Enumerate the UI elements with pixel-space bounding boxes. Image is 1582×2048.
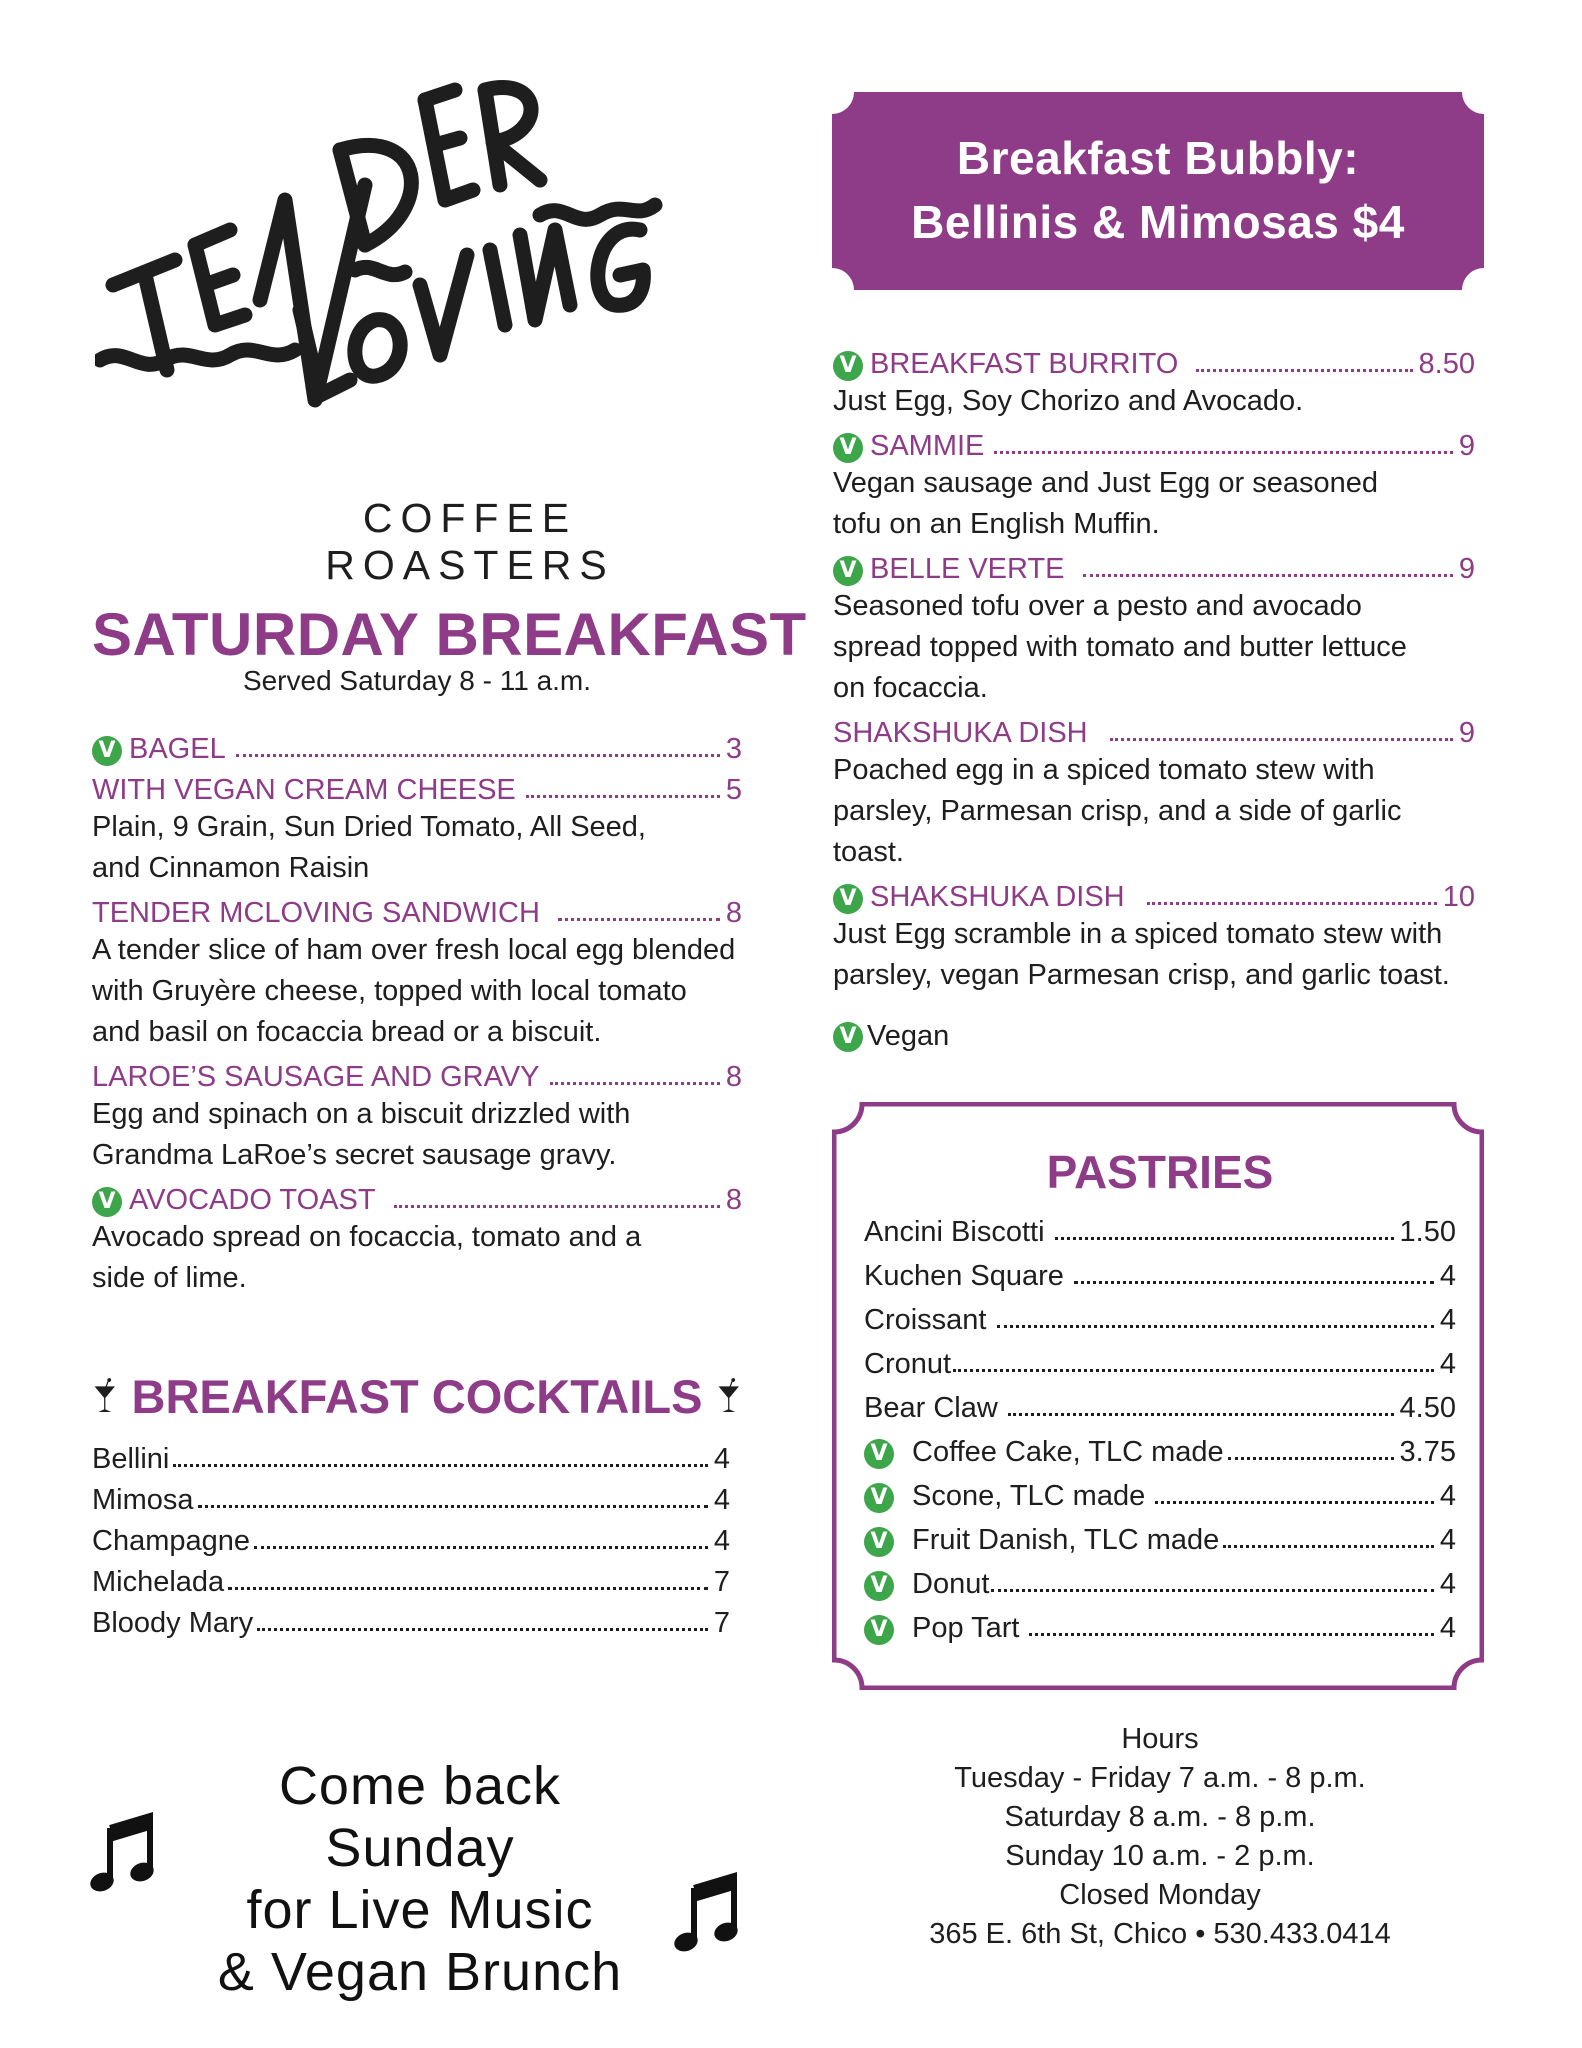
item-name: BAGEL bbox=[129, 733, 226, 765]
item-price: 7 bbox=[713, 1566, 730, 1598]
menu-item bbox=[92, 889, 742, 1053]
item-description: Egg and spinach on a biscuit drizzled with Grandma LaRoe’s secret sausage gravy. bbox=[92, 1098, 631, 1171]
item-name: Coffee Cake, TLC made bbox=[912, 1436, 1224, 1468]
pastry-item bbox=[864, 1469, 1456, 1513]
item-name: Fruit Danish, TLC made bbox=[912, 1524, 1220, 1556]
vegan-breakfast-section bbox=[833, 340, 1475, 1053]
cocktail-item bbox=[92, 1558, 730, 1599]
item-price: 4 bbox=[1439, 1260, 1456, 1292]
dot-leader bbox=[1008, 1413, 1394, 1416]
pastry-item bbox=[864, 1337, 1456, 1381]
menu-item bbox=[833, 873, 1475, 996]
item-price: 8 bbox=[725, 1061, 742, 1093]
item-name: BREAKFAST BURRITO bbox=[870, 348, 1179, 380]
item-price: 8 bbox=[725, 897, 742, 929]
vegan-icon: V bbox=[833, 556, 863, 586]
cocktail-item bbox=[92, 1435, 730, 1476]
menu-item bbox=[92, 725, 742, 766]
menu-item bbox=[833, 340, 1475, 422]
item-price: 9 bbox=[1458, 717, 1475, 749]
logo-subtitle: COFFEE ROASTERS bbox=[325, 495, 615, 588]
item-description: Just Egg scramble in a spiced tomato stew with parsley, vegan Parmesan crisp, and garlic toast. bbox=[833, 918, 1450, 991]
item-name: AVOCADO TOAST bbox=[129, 1184, 376, 1216]
item-description: A tender slice of ham over fresh local egg blended with Gruyère cheese, topped with local tomato and basil on focaccia bread or a biscuit. bbox=[92, 934, 736, 1048]
item-name: Pop Tart bbox=[912, 1612, 1020, 1644]
menu-item bbox=[833, 545, 1475, 709]
item-description: Plain, 9 Grain, Sun Dried Tomato, All Seed, and Cinnamon Raisin bbox=[92, 811, 646, 884]
martini-glass-icon bbox=[716, 1367, 742, 1425]
item-price: 8 bbox=[725, 1184, 742, 1216]
item-name: TENDER MCLOVING SANDWICH bbox=[92, 897, 540, 929]
menu-item bbox=[833, 709, 1475, 873]
cocktail-item bbox=[92, 1476, 730, 1517]
item-price: 4 bbox=[713, 1484, 730, 1516]
hours-line: Closed Monday bbox=[1059, 1879, 1261, 1911]
vegan-icon: V bbox=[92, 736, 122, 766]
item-description: Vegan sausage and Just Egg or seasoned tofu on an English Muffin. bbox=[833, 467, 1378, 540]
hours-line: Sunday 10 a.m. - 2 p.m. bbox=[1005, 1840, 1315, 1872]
menu-item bbox=[92, 766, 742, 889]
dot-leader bbox=[953, 1369, 1434, 1372]
cocktails-heading bbox=[92, 1367, 742, 1425]
item-name: Cronut bbox=[864, 1348, 952, 1380]
menu-item bbox=[92, 1176, 742, 1299]
item-price: 4 bbox=[1439, 1524, 1456, 1556]
item-name: WITH VEGAN CREAM CHEESE bbox=[92, 774, 516, 806]
item-name: SAMMIE bbox=[870, 430, 985, 462]
dot-leader bbox=[1223, 1545, 1434, 1548]
pastry-item bbox=[864, 1293, 1456, 1337]
served-hours: Served Saturday 8 - 11 a.m. bbox=[242, 665, 592, 696]
item-price: 5 bbox=[725, 774, 742, 806]
item-description: Poached egg in a spiced tomato stew with parsley, Parmesan crisp, and a side of garlic toast. bbox=[833, 754, 1402, 868]
vegan-icon: V bbox=[833, 433, 863, 463]
pastry-item bbox=[864, 1601, 1456, 1645]
item-name: Bellini bbox=[92, 1443, 170, 1475]
item-price: 4 bbox=[1439, 1348, 1456, 1380]
item-description: Just Egg, Soy Chorizo and Avocado. bbox=[833, 385, 1304, 417]
item-price: 4 bbox=[1439, 1304, 1456, 1336]
dot-leader bbox=[173, 1464, 707, 1467]
sunday-promo bbox=[180, 1755, 660, 2003]
item-price: 4 bbox=[713, 1525, 730, 1557]
item-price: 3.75 bbox=[1399, 1436, 1456, 1468]
item-name: Croissant bbox=[864, 1304, 987, 1336]
item-price: 7 bbox=[713, 1607, 730, 1639]
item-price: 10 bbox=[1442, 881, 1475, 913]
dot-leader bbox=[1055, 1237, 1394, 1240]
hours-title: Hours bbox=[1121, 1723, 1199, 1755]
cocktail-item bbox=[92, 1599, 730, 1640]
dot-leader bbox=[257, 1628, 708, 1631]
item-description: Seasoned tofu over a pesto and avocado spread topped with tomato and butter lettuce on focaccia. bbox=[833, 590, 1407, 704]
dot-leader bbox=[994, 451, 1452, 454]
item-price: 8.50 bbox=[1418, 348, 1475, 380]
item-name: SHAKSHUKA DISH bbox=[870, 881, 1125, 913]
vegan-icon: V bbox=[92, 1187, 122, 1217]
dot-leader bbox=[558, 918, 720, 921]
promo-line: & Vegan Brunch bbox=[217, 1942, 623, 2002]
vegan-icon: V bbox=[864, 1571, 894, 1601]
item-price: 4 bbox=[713, 1443, 730, 1475]
dot-leader bbox=[1196, 369, 1412, 372]
item-name: BELLE VERTE bbox=[870, 553, 1065, 585]
item-name: Mimosa bbox=[92, 1484, 194, 1516]
section-title: SATURDAY BREAKFAST bbox=[92, 601, 807, 668]
dot-leader bbox=[236, 754, 720, 757]
item-name: LAROE’S SAUSAGE AND GRAVY bbox=[92, 1061, 540, 1093]
dot-leader bbox=[1083, 574, 1453, 577]
menu-item bbox=[92, 1053, 742, 1176]
pastry-item bbox=[864, 1249, 1456, 1293]
pastries-title: PASTRIES bbox=[1046, 1146, 1274, 1198]
item-description: Avocado spread on focaccia, tomato and a side of lime. bbox=[92, 1221, 642, 1294]
vegan-icon: V bbox=[833, 351, 863, 381]
item-name: Donut bbox=[912, 1568, 990, 1600]
dot-leader bbox=[550, 1082, 720, 1085]
dot-leader bbox=[228, 1587, 708, 1590]
dot-leader bbox=[1074, 1281, 1434, 1284]
dot-leader bbox=[997, 1325, 1434, 1328]
item-name: Bloody Mary bbox=[92, 1607, 254, 1639]
music-note-icon bbox=[88, 1808, 158, 1898]
vegan-legend bbox=[833, 1020, 1475, 1053]
address-phone: 365 E. 6th St, Chico • 530.433.0414 bbox=[929, 1918, 1391, 1950]
cocktail-item bbox=[92, 1517, 730, 1558]
bubbly-banner bbox=[832, 92, 1484, 290]
pastry-item bbox=[864, 1513, 1456, 1557]
dot-leader bbox=[1155, 1501, 1434, 1504]
item-name: Michelada bbox=[92, 1566, 225, 1598]
item-price: 9 bbox=[1458, 430, 1475, 462]
menu-item bbox=[833, 422, 1475, 545]
item-name: Ancini Biscotti bbox=[864, 1216, 1045, 1248]
banner-line: Bellinis & Mimosas $4 bbox=[911, 196, 1405, 248]
vegan-icon: V bbox=[833, 884, 863, 914]
vegan-icon: V bbox=[864, 1527, 894, 1557]
dot-leader bbox=[526, 795, 720, 798]
vegan-icon: V bbox=[864, 1439, 894, 1469]
hours-line: Saturday 8 a.m. - 8 p.m. bbox=[1004, 1801, 1316, 1833]
item-price: 4 bbox=[1439, 1480, 1456, 1512]
promo-line: Come back Sunday bbox=[278, 1756, 562, 1878]
item-price: 3 bbox=[725, 733, 742, 765]
item-name: Bear Claw bbox=[864, 1392, 998, 1424]
banner-line: Breakfast Bubbly: bbox=[956, 132, 1360, 184]
hours-line: Tuesday - Friday 7 a.m. - 8 p.m. bbox=[954, 1762, 1366, 1794]
item-name: Kuchen Square bbox=[864, 1260, 1064, 1292]
item-name: Champagne bbox=[92, 1525, 250, 1557]
dot-leader bbox=[1228, 1457, 1394, 1460]
promo-line: for Live Music bbox=[246, 1880, 594, 1940]
item-price: 4 bbox=[1439, 1612, 1456, 1644]
item-name: SHAKSHUKA DISH bbox=[833, 717, 1088, 749]
vegan-icon: V bbox=[864, 1483, 894, 1513]
tender-loving-wordmark bbox=[95, 70, 715, 430]
cocktail-list bbox=[92, 1435, 730, 1640]
dot-leader bbox=[991, 1589, 1433, 1592]
music-note-icon bbox=[672, 1868, 742, 1958]
dot-leader bbox=[1147, 902, 1437, 905]
item-price: 4.50 bbox=[1399, 1392, 1456, 1424]
vegan-icon: V bbox=[864, 1615, 894, 1645]
martini-glass-icon bbox=[92, 1367, 118, 1425]
pastry-item bbox=[864, 1425, 1456, 1469]
item-price: 4 bbox=[1439, 1568, 1456, 1600]
pastries-section bbox=[864, 1145, 1456, 1645]
cocktails-title: BREAKFAST COCKTAILS bbox=[131, 1369, 703, 1423]
hours-section bbox=[880, 1720, 1440, 1954]
dot-leader bbox=[254, 1546, 708, 1549]
pastry-item bbox=[864, 1205, 1456, 1249]
vegan-icon: V bbox=[833, 1022, 863, 1052]
saturday-breakfast-section bbox=[92, 600, 807, 1640]
dot-leader bbox=[1029, 1633, 1433, 1636]
item-name: Scone, TLC made bbox=[912, 1480, 1146, 1512]
item-price: 9 bbox=[1458, 553, 1475, 585]
dot-leader bbox=[198, 1505, 708, 1508]
pastry-item bbox=[864, 1381, 1456, 1425]
item-price: 1.50 bbox=[1399, 1216, 1456, 1248]
pastry-item bbox=[864, 1557, 1456, 1601]
legend-label: Vegan bbox=[867, 1020, 950, 1052]
dot-leader bbox=[394, 1205, 720, 1208]
logo bbox=[95, 70, 715, 588]
dot-leader bbox=[1110, 738, 1453, 741]
